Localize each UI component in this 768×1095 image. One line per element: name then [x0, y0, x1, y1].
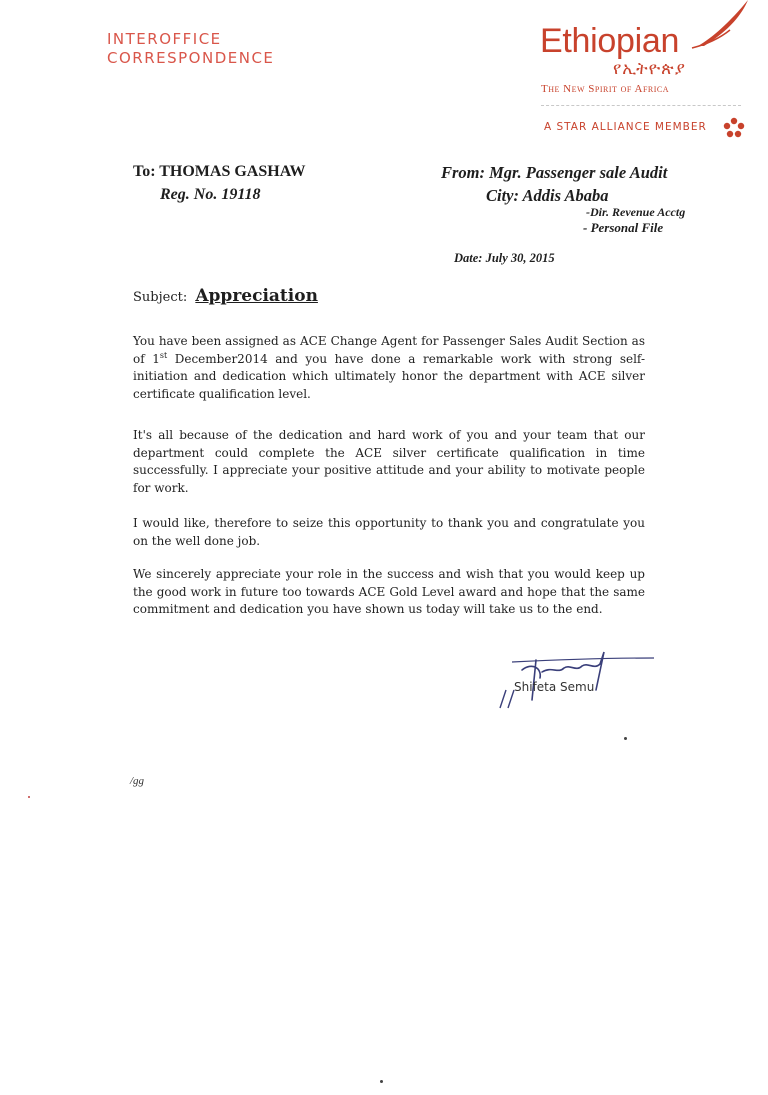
scan-speck [380, 1080, 383, 1083]
recipient-reg-no: Reg. No. 19118 [160, 186, 261, 203]
document-type-label [107, 30, 274, 68]
header-divider [541, 105, 741, 106]
body-paragraph-3: I would like, therefore to seize this opportunity to thank you and congratulate you on the well done job. [133, 516, 645, 548]
body-paragraph-2: It's all because of the dedication and hard work of you and your team that our department could complete the ACE silver certificate qualification in time successfully. I appreciate your positive attitude and your ability to motivate people for work. [133, 428, 645, 495]
subject-line [133, 286, 318, 306]
body-paragraph-1 [133, 333, 645, 403]
signatory-name: Shifeta Semu [514, 680, 595, 694]
scan-speck [624, 737, 627, 740]
brand-name: Ethiopian [540, 22, 680, 60]
scan-speck [28, 796, 30, 798]
subject-label: Subject: [133, 290, 188, 305]
sender-city: City: Addis Ababa [486, 186, 609, 205]
brand-script: የኢትዮጵያ [613, 59, 686, 78]
brand-tagline: The New Spirit of Africa [541, 83, 670, 95]
subject-value: Appreciation [195, 286, 318, 306]
cc-personal-file: - Personal File [583, 220, 664, 235]
sender-title: From: Mgr. Passenger sale Audit [441, 163, 668, 182]
document-type-line1: INTEROFFICE [107, 30, 222, 48]
star-alliance-icon [722, 116, 746, 138]
ordinal-suffix: st [159, 350, 168, 360]
brand-wing-icon [690, 0, 750, 50]
typist-initials: /gg [130, 775, 145, 787]
body-paragraph-4: We sincerely appreciate your role in the success and wish that you would keep up the good work in future too towards ACE Gold Level award and hope that the same commitment and dedication you have shown us today will take us to the end. [133, 567, 645, 616]
handwritten-signature [492, 640, 662, 710]
document-type-line2: CORRESPONDENCE [107, 49, 275, 67]
paragraph-1-start: You have been assigned as ACE Change Agent for Passenger Sales Audit Section as of 1 [133, 334, 645, 366]
cc-revenue-acctg: -Dir. Revenue Acctg [586, 205, 686, 219]
alliance-membership: A STAR ALLIANCE MEMBER [544, 121, 707, 133]
paragraph-1-end: December2014 and you have done a remarkable work with strong self-initiation and dedication which ultimately honor the department with ACE silver certificate qualification level. [133, 351, 645, 401]
recipient-name: To: THOMAS GASHAW [133, 163, 306, 180]
letter-date: Date: July 30, 2015 [454, 251, 555, 265]
